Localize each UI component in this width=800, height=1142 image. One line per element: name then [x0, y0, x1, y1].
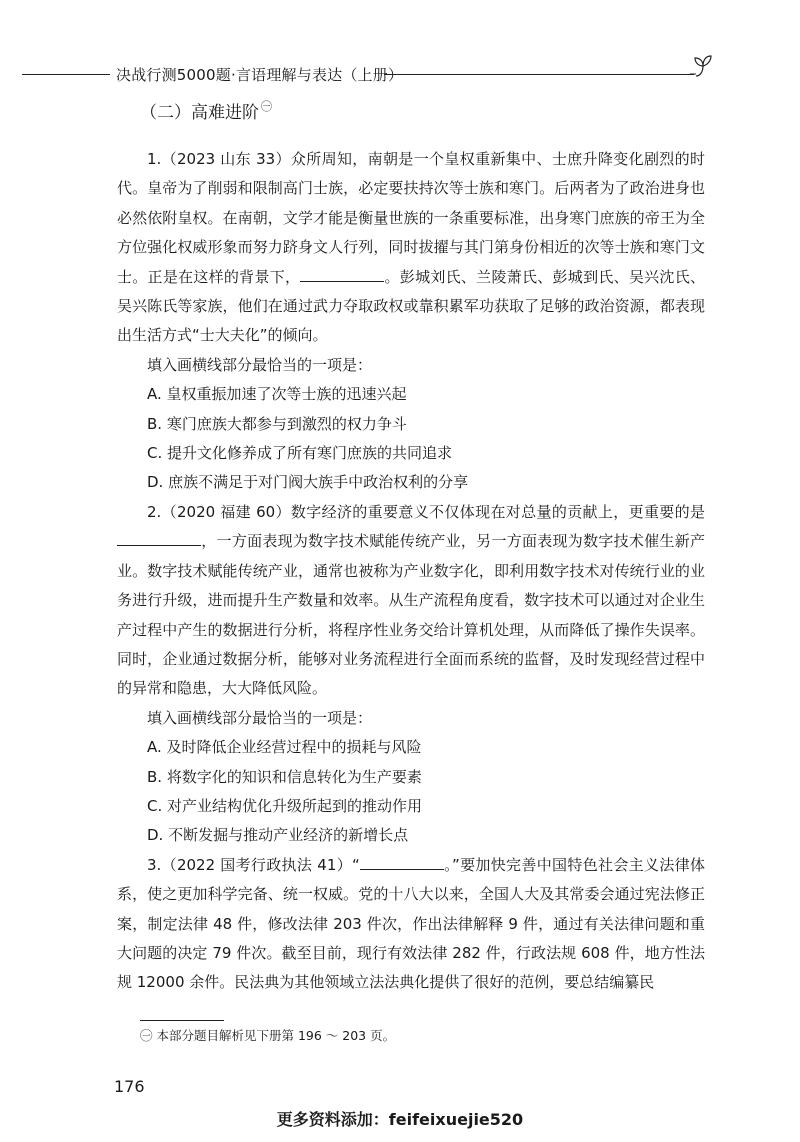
- question-content: [117, 145, 705, 998]
- question-2-option-b: B. 将数字化的知识和信息转化为生产要素: [147, 767, 422, 786]
- header-title: 决战行测5000题·言语理解与表达（上册）: [116, 66, 404, 84]
- question-1-option-d: D. 庶族不满足于对门阀大族手中政治权利的分享: [147, 473, 469, 492]
- question-1-prompt: 填入画横线部分最恰当的一项是：: [147, 355, 373, 374]
- footnote-marker-icon: ㊀: [261, 100, 272, 113]
- footnote-marker-icon: ㊀: [140, 1028, 153, 1043]
- question-1-option-a: A. 皇权重振加速了次等士族的迅速兴起: [147, 385, 407, 404]
- header-rule-right: [384, 74, 694, 75]
- question-3-stem: 3.（2022 国考行政执法 41）“ 。”要加快完善中国特色社会主义法律体系，使之更加科学完备、统一权威。党的十八大以来，全国人大及其常委会通过宪法修正案，制定法律 48 件，修改法律 203 件次，作出法律解释 9 件，通过有关法律问题和重大问题的决定 79 件次。截至目前，现行有效法律 282 件，行政法规 608 件，地方性法规 12000 余件。民法典为其他领域立法法典化提供了很好的范例，要总结编纂民: [117, 855, 705, 992]
- question-2-option-c: C. 对产业结构优化升级所起到的推动作用: [147, 796, 423, 815]
- question-2-stem: 2.（2020 福建 60）数字经济的重要意义不仅体现在对总量的贡献上，更重要的是，一方面表现为数字技术赋能传统产业，另一方面表现为数字技术催生新产业。数字技术赋能传统产业，通常也被称为产业数字化，即利用数字技术对传统行业的业务进行升级，进而提升生产数量和效率。从生产流程角度看，数字技术可以通过对企业生产过程中产生的数据进行分析，将程序性业务交给计算机处理，从而降低了操作失误率。同时，企业通过数据分析，能够对业务流程进行全面而系统的监督，及时发现经营过程中的异常和隐患，大大降低风险。: [117, 502, 705, 698]
- footnote-text: 本部分题目解析见下册第 196 ～ 203 页。: [156, 1028, 396, 1043]
- question-2-option-a: A. 及时降低企业经营过程中的损耗与风险: [147, 738, 422, 757]
- question-1-option-c: C. 提升文化修养成了所有寒门庶族的共同追求: [147, 444, 453, 463]
- section-title: [140, 100, 272, 126]
- question-2-option-d: D. 不断发掘与推动产业经济的新增长点: [147, 826, 409, 845]
- question-1-stem: 1.（2023 山东 33）众所周知，南朝是一个皇权重新集中、士庶升降变化剧烈的时代。皇帝为了削弱和限制高门士族，必定要扶持次等士族和寒门。后两者为了政治进身也必然依附皇权。在南朝，文学才能是衡量世族的一条重要标准，出身寒门庶族的帝王为全方位强化权威形象而努力跻身文人行列，同时拔擢与其门第身份相近的次等士族和寒门文士。正是在这样的背景下， 。彭城刘氏、兰陵萧氏、彭城到氏、吴兴沈氏、吴兴陈氏等家族，他们在通过武力夺取政权或靠积累军功获取了足够的政治资源，都表现出生活方式“士大夫化”的倾向。: [117, 150, 705, 345]
- footnote: [140, 1026, 395, 1046]
- question-2-prompt: 填入画横线部分最恰当的一项是：: [147, 708, 373, 727]
- promo-text: 更多资料添加：feifeixuejie520: [276, 1110, 524, 1129]
- footnote-rule: [140, 1020, 224, 1021]
- sprout-icon: [690, 50, 720, 84]
- question-1-option-b: B. 寒门庶族大都参与到激烈的权力争斗: [147, 414, 407, 433]
- page-number: 176: [114, 1077, 145, 1096]
- header-rule-left: [22, 74, 110, 75]
- answer-blank: [117, 530, 201, 546]
- running-header: [0, 64, 800, 86]
- answer-blank: [300, 266, 384, 282]
- section-title-text: （二）高难进阶: [140, 103, 259, 123]
- answer-blank: [360, 854, 444, 870]
